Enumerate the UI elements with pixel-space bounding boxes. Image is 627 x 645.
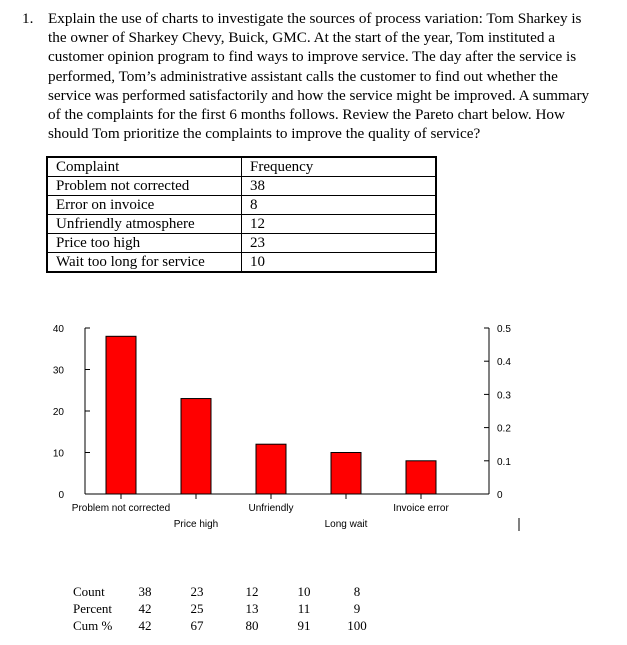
table-header-row <box>47 157 436 177</box>
header-complaint: Complaint <box>47 157 242 177</box>
bar <box>406 461 436 494</box>
y2-tick-label: 0.2 <box>497 423 511 435</box>
header-frequency: Frequency <box>242 157 437 177</box>
y-tick-label: 10 <box>52 448 64 460</box>
stats-value: 91 <box>297 618 311 633</box>
stats-row-label: Count <box>73 584 105 599</box>
y2-tick-label: 0.3 <box>497 390 511 402</box>
frequency-cell: 8 <box>242 196 437 215</box>
category-label: Invoice error <box>393 503 449 514</box>
bar <box>181 399 211 494</box>
y2-tick-label: 0.1 <box>497 456 511 468</box>
y-tick-label: 0 <box>58 490 64 501</box>
table-row <box>47 196 436 215</box>
pareto-chart <box>0 300 627 540</box>
stats-value: 25 <box>190 601 204 616</box>
category-label: Price high <box>173 519 219 530</box>
question-line: the owner of Sharkey Chevy, Buick, GMC. At the start of the year, Tom instituted a <box>48 29 556 47</box>
complaint-cell: Price too high <box>47 234 242 253</box>
stats-value: 8 <box>353 584 361 599</box>
question-line: should Tom prioritize the complaints to improve the quality of service? <box>48 125 481 143</box>
bar <box>331 453 361 495</box>
stats-value: 38 <box>138 584 152 599</box>
question-number: 1. <box>22 10 34 27</box>
y2-tick-label: 0.5 <box>497 324 511 335</box>
category-label: Unfriendly <box>248 503 294 514</box>
question-line: performed, Tom’s administrative assistant calls the customer to find out whether the <box>48 67 558 85</box>
y-tick-label: 30 <box>52 365 64 377</box>
bar <box>106 336 136 494</box>
question-line: customer opinion program to find ways to improve service. The day after the service is <box>48 48 577 66</box>
stats-row-label: Cum % <box>73 618 113 633</box>
stats-value: 42 <box>138 618 152 633</box>
frequency-cell: 12 <box>242 215 437 234</box>
stats-value: 9 <box>353 601 361 616</box>
stats-row-label: Percent <box>73 601 112 616</box>
table-row <box>47 234 436 253</box>
stats-value: 23 <box>190 584 204 599</box>
stats-value: 10 <box>297 584 311 599</box>
table-row <box>47 177 436 196</box>
stats-value: 80 <box>245 618 259 633</box>
question-text <box>48 9 620 143</box>
frequency-cell: 10 <box>242 253 437 273</box>
complaint-cell: Problem not corrected <box>47 177 242 196</box>
table-row <box>47 215 436 234</box>
complaint-cell: Unfriendly atmosphere <box>47 215 242 234</box>
question-line: Explain the use of charts to investigate the sources of process variation: Tom Sharkey is <box>48 10 582 27</box>
stats-value: 42 <box>138 601 152 616</box>
frequency-cell: 23 <box>242 234 437 253</box>
table-row <box>47 253 436 273</box>
y2-tick-label: 0 <box>497 490 503 501</box>
stats-value: 100 <box>347 618 367 633</box>
stats-value: 67 <box>190 618 204 633</box>
stats-value: 12 <box>245 584 259 599</box>
y2-tick-label: 0.4 <box>497 357 511 369</box>
complaint-cell: Wait too long for service <box>47 253 242 273</box>
stats-value: 13 <box>245 601 259 616</box>
category-label: Problem not corrected <box>71 503 171 514</box>
y-tick-label: 40 <box>52 324 64 335</box>
stats-value: 11 <box>297 601 311 616</box>
complaint-cell: Error on invoice <box>47 196 242 215</box>
category-label: Long wait <box>324 519 368 530</box>
question-line: of the complaints for the first 6 months follows. Review the Pareto chart below. How <box>48 106 565 124</box>
frequency-cell: 38 <box>242 177 437 196</box>
question-line: service was performed satisfactorily and how the service might be improved. A summary <box>48 86 590 104</box>
bar <box>256 444 286 494</box>
complaint-frequency-table <box>46 156 437 273</box>
y-tick-label: 20 <box>52 407 64 418</box>
